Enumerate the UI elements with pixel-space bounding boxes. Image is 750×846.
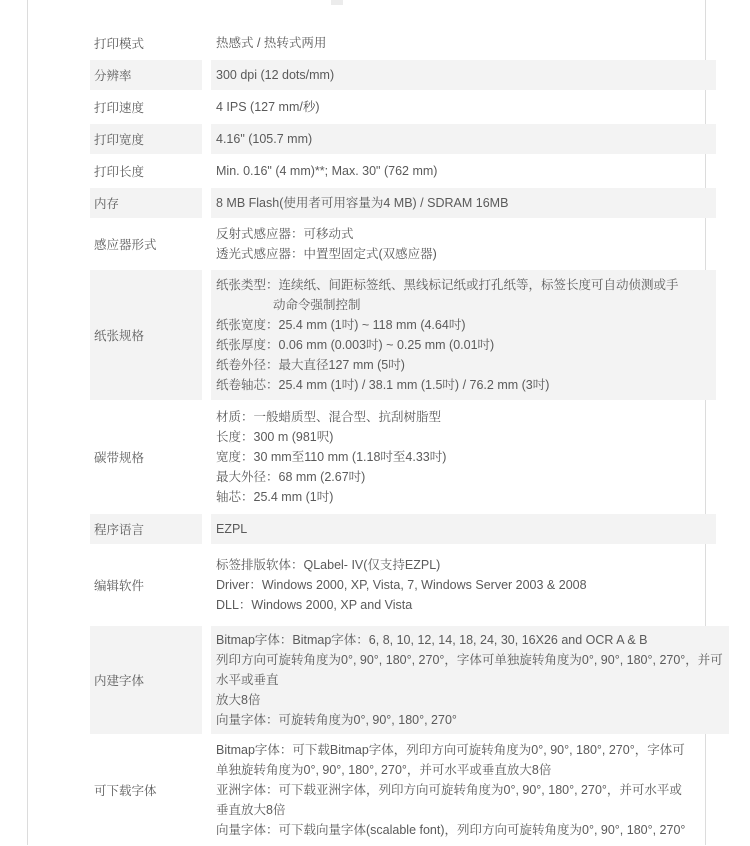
spec-value bbox=[211, 60, 716, 90]
spec-value bbox=[211, 514, 716, 544]
spec-row-ribbon-spec bbox=[90, 402, 716, 512]
spec-value-line: 300 dpi (12 dots/mm) bbox=[216, 68, 335, 82]
spec-row-editing-software bbox=[90, 546, 716, 624]
spec-value-line: 动命令强制控制 bbox=[273, 298, 361, 312]
spec-value bbox=[211, 188, 716, 218]
spec-value-line: 标签排版软体：QLabel- IV(仅支持EZPL) bbox=[216, 558, 441, 572]
spec-label: 打印速度 bbox=[94, 101, 145, 115]
spec-value bbox=[211, 546, 716, 624]
spec-value-line: 纸张宽度：25.4 mm (1吋) ~ 118 mm (4.64吋) bbox=[216, 318, 466, 332]
spec-value-line: 材质：一般蜡质型、混合型、抗刮树脂型 bbox=[216, 410, 442, 424]
spec-row-print-speed bbox=[90, 92, 716, 122]
spec-value-line: 纸卷外径：最大直径127 mm (5吋) bbox=[216, 358, 405, 372]
spec-value-line: 纸张厚度：0.06 mm (0.003吋) ~ 0.25 mm (0.01吋) bbox=[216, 338, 495, 352]
spec-value-line: 8 MB Flash(使用者可用容量为4 MB) / SDRAM 16MB bbox=[216, 196, 509, 210]
spec-value-line: 亚洲字体：可下载亚洲字体，列印方向可旋转角度为0°, 90°, 180°, 270°，并可水平或 bbox=[216, 783, 682, 797]
spec-value-line: 4.16" (105.7 mm) bbox=[216, 132, 313, 146]
spec-label: 打印模式 bbox=[94, 37, 145, 51]
spec-row-sensor-type bbox=[90, 220, 716, 268]
spec-label: 编辑软件 bbox=[94, 579, 145, 593]
spec-label: 感应器形式 bbox=[94, 238, 157, 252]
spec-value-line: 长度：300 m (981呎) bbox=[216, 430, 334, 444]
spec-value-line: 向量字体：可旋转角度为0°, 90°, 180°, 270° bbox=[216, 713, 457, 727]
spec-value-line: 纸卷轴芯：25.4 mm (1吋) / 38.1 mm (1.5吋) / 76.2 mm (3吋) bbox=[216, 378, 550, 392]
spec-label: 碳带规格 bbox=[94, 451, 145, 465]
spec-value-line: 放大8倍 bbox=[216, 693, 261, 707]
printer-spec-table bbox=[90, 28, 723, 846]
cropped-content-artifact bbox=[331, 0, 343, 5]
spec-row-print-width bbox=[90, 124, 716, 154]
spec-value bbox=[211, 92, 716, 122]
spec-label: 内建字体 bbox=[90, 626, 202, 734]
spec-value-line: 最大外径：68 mm (2.67吋) bbox=[216, 470, 366, 484]
spec-value-line: 单独旋转角度为0°, 90°, 180°, 270°，并可水平或垂直放大8倍 bbox=[216, 763, 552, 777]
spec-label: 纸张规格 bbox=[90, 270, 202, 400]
spec-value-line: 轴芯：25.4 mm (1吋) bbox=[216, 490, 334, 504]
spec-value-line: 纸张类型：连续纸、间距标签纸、黑线标记纸或打孔纸等，标签长度可自动侦测或手 bbox=[216, 278, 679, 292]
spec-label: 内存 bbox=[90, 188, 202, 218]
spec-row-downloadable-fonts bbox=[90, 736, 716, 844]
spec-value-line: 向量字体：可下载向量字体(scalable font)，列印方向可旋转角度为0°, 90°, 180°, 270° bbox=[216, 823, 686, 837]
spec-label: 可下载字体 bbox=[94, 784, 157, 798]
spec-row-print-length bbox=[90, 156, 716, 186]
spec-value-line: Bitmap字体：Bitmap字体：6, 8, 10, 12, 14, 18, 24, 30, 16X26 and OCR A & B bbox=[216, 633, 648, 647]
spec-value-line: Driver：Windows 2000, XP, Vista, 7, Windows Server 2003 & 2008 bbox=[216, 578, 587, 592]
spec-value bbox=[211, 124, 716, 154]
spec-value-line: 透光式感应器：中置型固定式(双感应器) bbox=[216, 247, 437, 261]
spec-label: 程序语言 bbox=[90, 514, 202, 544]
spec-row-resolution bbox=[90, 60, 716, 90]
spec-value-line: 热感式 / 热转式两用 bbox=[216, 36, 327, 50]
spec-value-line: 宽度：30 mm至110 mm (1.18吋至4.33吋) bbox=[216, 450, 447, 464]
spec-value-line: 水平或垂直 bbox=[216, 673, 279, 687]
spec-label: 打印长度 bbox=[94, 165, 145, 179]
spec-value-line: 垂直放大8倍 bbox=[216, 803, 286, 817]
spec-label: 分辨率 bbox=[90, 60, 202, 90]
spec-value-line: Min. 0.16" (4 mm)**; Max. 30" (762 mm) bbox=[216, 164, 438, 178]
spec-value bbox=[211, 402, 716, 512]
spec-row-memory bbox=[90, 188, 716, 218]
spec-value bbox=[211, 626, 729, 734]
spec-value bbox=[211, 156, 716, 186]
spec-row-programming-language bbox=[90, 514, 716, 544]
spec-label: 打印宽度 bbox=[90, 124, 202, 154]
spec-row-builtin-fonts bbox=[90, 626, 723, 734]
spec-value bbox=[211, 736, 716, 844]
spec-value-line: EZPL bbox=[216, 522, 248, 536]
spec-value-line: 4 IPS (127 mm/秒) bbox=[216, 100, 320, 114]
spec-row-print-mode bbox=[90, 28, 716, 58]
spec-value bbox=[211, 270, 716, 400]
spec-value-line: Bitmap字体：可下载Bitmap字体，列印方向可旋转角度为0°, 90°, 180°, 270°，字体可 bbox=[216, 743, 685, 757]
spec-value bbox=[211, 220, 716, 268]
spec-value-line: DLL：Windows 2000, XP and Vista bbox=[216, 598, 413, 612]
spec-page-card bbox=[27, 0, 723, 845]
spec-value-line: 反射式感应器：可移动式 bbox=[216, 227, 354, 241]
spec-value-line: 列印方向可旋转角度为0°, 90°, 180°, 270°，字体可单独旋转角度为0°, 90°, 180°, 270°，并可 bbox=[216, 653, 723, 667]
spec-row-media-spec bbox=[90, 270, 716, 400]
spec-value bbox=[211, 28, 716, 58]
